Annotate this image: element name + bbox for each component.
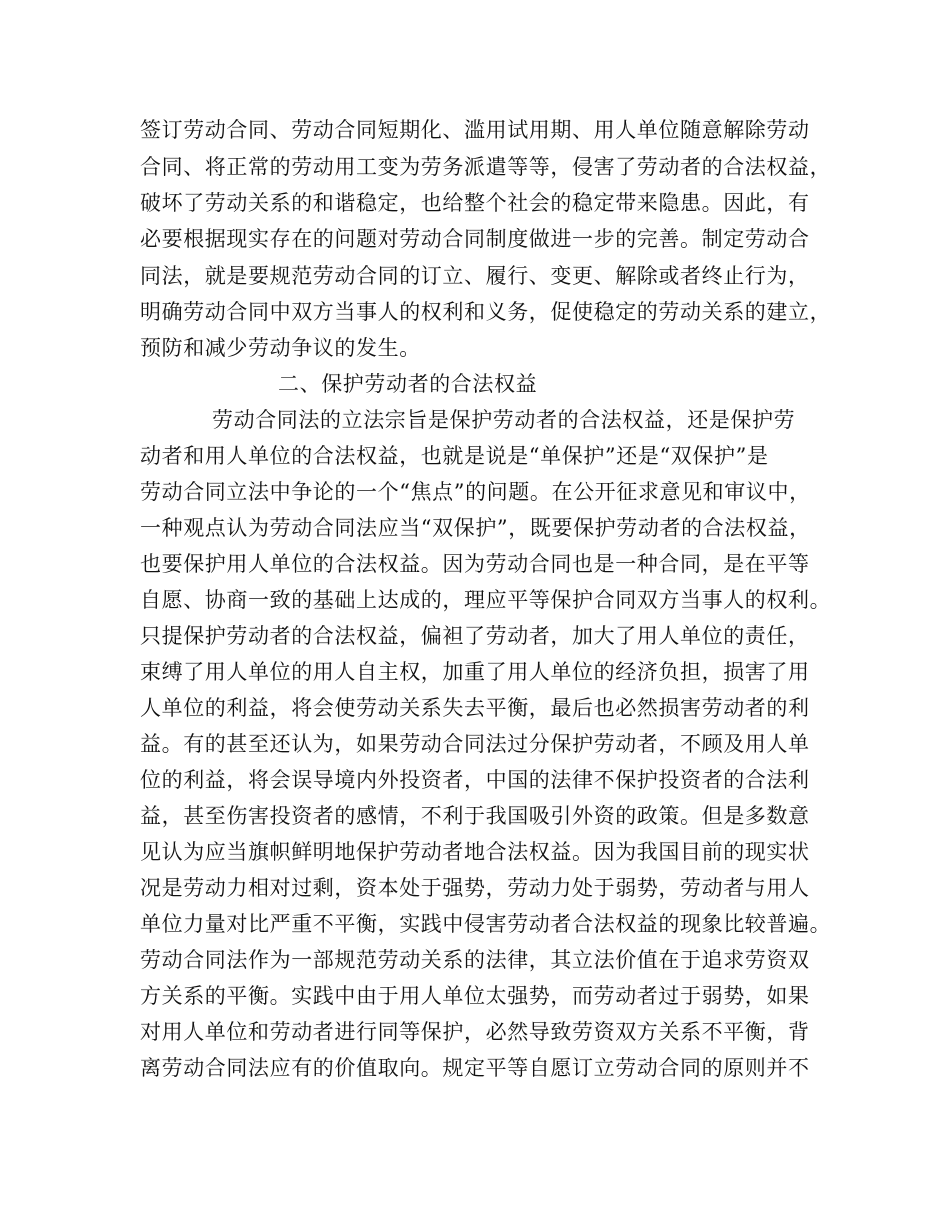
paragraph-2-line: 见认为应当旗帜鲜明地保护劳动者地合法权益。因为我国目前的现实状 [140,840,810,864]
paragraph-1-line: 签订劳动合同、劳动合同短期化、滥用试用期、用人单位随意解除劳动 [140,118,810,142]
paragraph-2-line: 劳动合同立法中争论的一个“焦点”的问题。在公开征求意见和审议中， [140,480,811,504]
paragraph-2-line: 单位力量对比严重不平衡，实践中侵害劳动者合法权益的现象比较普遍。 [140,912,832,936]
paragraph-1-line: 合同、将正常的劳动用工变为劳务派遣等等，侵害了劳动者的合法权益， [140,155,832,179]
paragraph-2-line: 人单位的利益，将会使劳动关系失去平衡，最后也必然损害劳动者的利 [140,696,810,720]
paragraph-2-line: 劳动合同法的立法宗旨是保护劳动者的合法权益，还是保护劳 [212,408,796,432]
paragraph-2-line: 离劳动合同法应有的价值取向。规定平等自愿订立劳动合同的原则并不 [140,1056,810,1080]
paragraph-2-line: 一种观点认为劳动合同法应当“双保护”，既要保护劳动者的合法权益， [140,516,811,540]
paragraph-2-line: 方关系的平衡。实践中由于用人单位太强势，而劳动者过于弱势，如果 [140,984,810,1008]
paragraph-2-line: 束缚了用人单位的用人自主权，加重了用人单位的经济负担，损害了用 [140,660,810,684]
paragraph-1-line: 同法，就是要规范劳动合同的订立、履行、变更、解除或者终止行为， [140,264,810,288]
paragraph-2-line: 况是劳动力相对过剩，资本处于强势，劳动力处于弱势，劳动者与用人 [140,876,810,900]
paragraph-2-line: 动者和用人单位的合法权益，也就是说是“单保护”还是“双保护”是 [140,444,769,468]
paragraph-2-line: 对用人单位和劳动者进行同等保护，必然导致劳资双方关系不平衡，背 [140,1020,810,1044]
paragraph-2-line: 也要保护用人单位的合法权益。因为劳动合同也是一种合同，是在平等 [140,552,810,576]
section-heading: 二、保护劳动者的合法权益 [278,372,538,396]
paragraph-1-line: 预防和减少劳动争议的发生。 [140,336,421,360]
paragraph-1-line: 明确劳动合同中双方当事人的权利和义务，促使稳定的劳动关系的建立， [140,300,832,324]
paragraph-2-line: 只提保护劳动者的合法权益，偏袒了劳动者，加大了用人单位的责任， [140,624,810,648]
paragraph-2-line: 益。有的甚至还认为，如果劳动合同法过分保护劳动者，不顾及用人单 [140,732,810,756]
paragraph-1-line: 破坏了劳动关系的和谐稳定，也给整个社会的稳定带来隐患。因此，有 [140,191,810,215]
paragraph-2-line: 益，甚至伤害投资者的感情，不利于我国吸引外资的政策。但是多数意 [140,804,810,828]
paragraph-2-line: 自愿、协商一致的基础上达成的，理应平等保护合同双方当事人的权利。 [140,588,832,612]
paragraph-2-line: 劳动合同法作为一部规范劳动关系的法律，其立法价值在于追求劳资双 [140,948,810,972]
paragraph-2-line: 位的利益，将会误导境内外投资者，中国的法律不保护投资者的合法利 [140,768,810,792]
paragraph-1-line: 必要根据现实存在的问题对劳动合同制度做进一步的完善。制定劳动合 [140,227,810,251]
